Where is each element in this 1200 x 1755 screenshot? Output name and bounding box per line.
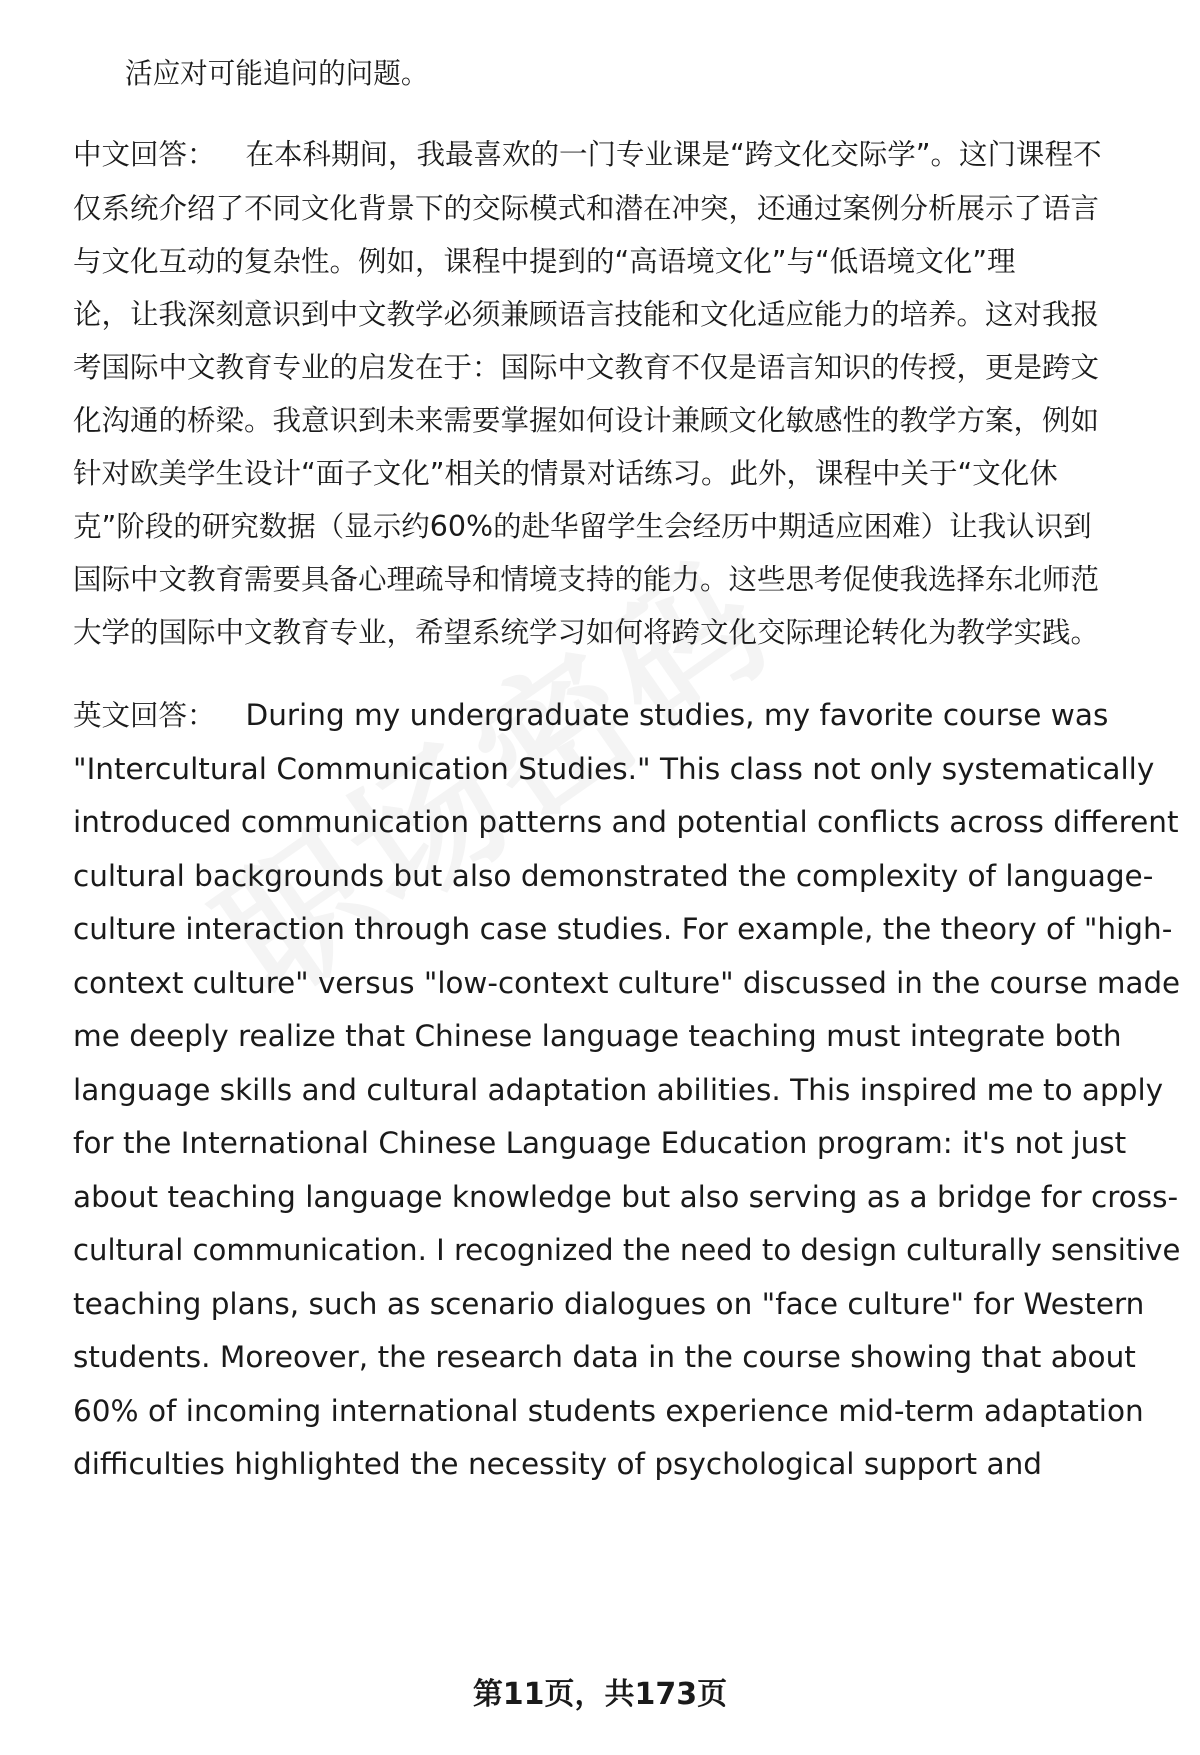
- english-answer-line: "Intercultural Communication Studies." This class not only systematically: [73, 752, 1155, 786]
- english-answer-line: for the International Chinese Language Education program: it's not just: [73, 1126, 1127, 1160]
- chinese-answer-line: 克”阶段的研究数据（显示约60%的赴华留学生会经历中期适应困难）让我认识到: [73, 510, 1092, 543]
- intro-line: 活应对可能追问的问题。: [125, 57, 429, 90]
- english-answer-line: context culture" versus "low-context culture" discussed in the course made: [73, 966, 1181, 1000]
- english-answer-line: about teaching language knowledge but also serving as a bridge for cross-: [73, 1180, 1179, 1214]
- chinese-answer-line: 考国际中文教育专业的启发在于：国际中文教育不仅是语言知识的传授，更是跨文: [73, 351, 1100, 384]
- chinese-answer-line: 论，让我深刻意识到中文教学必须兼顾语言技能和文化适应能力的培养。这对我报: [73, 298, 1100, 331]
- chinese-answer-line: 国际中文教育需要具备心理疏导和情境支持的能力。这些思考促使我选择东北师范: [73, 563, 1100, 596]
- english-answer-label: 英文回答：: [73, 699, 216, 732]
- english-answer-line: culture interaction through case studies. For example, the theory of "high-: [73, 912, 1173, 946]
- chinese-answer-line: 仅系统介绍了不同文化背景下的交际模式和潜在冲突，还通过案例分析展示了语言: [73, 192, 1100, 225]
- english-answer-text: During my undergraduate studies, my favorite course was: [245, 698, 1109, 732]
- english-answer-line: students. Moreover, the research data in the course showing that about: [73, 1340, 1136, 1374]
- english-answer-line: [73, 695, 1163, 736]
- chinese-answer-text: 在本科期间，我最喜欢的一门专业课是“跨文化交际学”。这门课程不: [245, 138, 1102, 171]
- chinese-answer-label: 中文回答：: [73, 138, 216, 171]
- page-number-footer: 第11页，共173页: [472, 1677, 728, 1712]
- chinese-answer-line: [73, 135, 1163, 175]
- english-answer-line: 60% of incoming international students experience mid-term adaptation: [73, 1394, 1144, 1428]
- chinese-answer-line: 与文化互动的复杂性。例如，课程中提到的“高语境文化”与“低语境文化”理: [73, 245, 1016, 278]
- chinese-answer-line: 化沟通的桥梁。我意识到未来需要掌握如何设计兼顾文化敏感性的教学方案，例如: [73, 404, 1100, 437]
- chinese-answer-line: 针对欧美学生设计“面子文化”相关的情景对话练习。此外，课程中关于“文化休: [73, 457, 1058, 490]
- english-answer-line: cultural communication. I recognized the need to design culturally sensitive: [73, 1233, 1181, 1267]
- chinese-answer-line: 大学的国际中文教育专业，希望系统学习如何将跨文化交际理论转化为教学实践。: [73, 616, 1100, 649]
- english-answer-line: language skills and cultural adaptation abilities. This inspired me to apply: [73, 1073, 1164, 1107]
- english-answer-line: cultural backgrounds but also demonstrated the complexity of language-: [73, 859, 1154, 893]
- english-answer-line: teaching plans, such as scenario dialogues on "face culture" for Western: [73, 1287, 1145, 1321]
- english-answer-line: difficulties highlighted the necessity of psychological support and: [73, 1447, 1043, 1481]
- english-answer-line: introduced communication patterns and potential conflicts across different: [73, 805, 1179, 839]
- english-answer-line: me deeply realize that Chinese language teaching must integrate both: [73, 1019, 1122, 1053]
